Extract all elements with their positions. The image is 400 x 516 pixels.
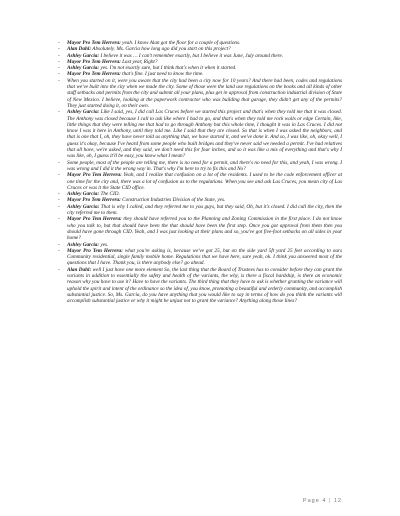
- transcript-entry: [58, 172, 342, 191]
- speech-text: Last year, Right?: [122, 58, 158, 65]
- speech-text: I believe it was … I can't remember exactly, but I believe it was June, July around there.: [100, 52, 284, 59]
- transcript-entry: [58, 216, 342, 241]
- speech-text: When you started on it, were you aware that the city had been a city now for 10 years? And there had been, codes and regulations that we've built into the city when we made the city. Some of those were the land use regulations on the books and all kinds of other stuff setbacks and permits from the city and submit all your plans, plus get in approval from construction industrial division of State of New Mexico. I believe, looking at the paperwork contractor who was building that garage, they didn't get any of the permits? They just started doing it, on their own.: [67, 77, 342, 109]
- speech-text: that's fine. I just need to know the time.: [122, 71, 204, 78]
- speaker-name: Ashley Garcia:: [67, 109, 100, 116]
- speaker-name: Ashley Garcia:: [67, 52, 100, 59]
- speech-text: Absolutely. Ms. Garcia how long ago did you start on this project?: [92, 46, 231, 53]
- speaker-name: Ashley Garcia:: [67, 203, 100, 210]
- page-total: 12: [333, 498, 342, 504]
- transcript-entry: [58, 204, 342, 217]
- speech-text: yes.: [100, 241, 109, 248]
- speech-text: Some people, most of the people are telling me, there is no need for a permit, and there's no need for this, and yeah, I was wrong. I was wrong and I did it the wrong way in. That's why I'm here to try to fix this and No?: [67, 159, 342, 172]
- speaker-name: Ashley Garcia:: [67, 191, 100, 198]
- transcript-entry: [58, 248, 342, 267]
- transcript-entry: [58, 267, 342, 305]
- transcript: [58, 40, 342, 304]
- speech-text: The CID.: [100, 191, 120, 198]
- speaker-name: Mayor Pro Tem Herrera:: [67, 197, 121, 204]
- speech-text: Yeah, and I realize that confusion on a lot of the residents. I used to be the code enforcement officer at one time for the city and, there was a lot of confusion as to the regulations. When you see and ask Las Cruces, you mean city of Las Cruces or was it the State CID office.: [67, 172, 343, 191]
- speaker-name: Ashley Garcia:: [67, 241, 100, 248]
- speech-text: they should have referred you to the Planning and Zoning Commission in the first place. I do not know who you talk to, but that should have been the that should have been the first step. Once you got approval from them then you should have gone through CID. Yeah, and I was just looking at their plans and so, you've got five-foot setbacks on all sides in your home?: [67, 216, 342, 242]
- speaker-name: Ashley Garcia:: [67, 65, 100, 72]
- speaker-name: Mayor Pro Tem Herrera:: [67, 71, 121, 78]
- speaker-name: Mayor Pro Tem Herrera:: [67, 40, 121, 46]
- speech-text: well I just have one more element So, the last thing that the Board of Trustees has to consider before they can grant the variants in addition to essentially the safety and health of the variants, the why, is there a fiscal hardship, is there an economic reason why you have to use it? Have to have the variants. The third thing that they have to ask is whether granting the variance will uphold the spirit and intent of the ordinance so the idea of, you know, promoting a beautiful and orderly community, and accomplish substantial justice. So, Ms. Garcia, do you have anything that you would like to say in terms of how do you think the variants will accomplish substantial justice or why it might be unjust not to grant the variance? Anything along those lines?: [67, 266, 342, 305]
- page-number: 4: [322, 498, 327, 504]
- page-footer: [303, 498, 342, 504]
- speech-text: yes. I'm not exactly sure, but I think that's when it when it started.: [100, 65, 237, 72]
- speaker-name: Alan Dahl:: [67, 46, 92, 53]
- speech-text: That is why I called, and they referred me to you guys, but they said, Oh, but it's closed. I did call the city, then the city referred me to them.: [67, 203, 342, 217]
- speaker-name: Mayor Pro Tem Herrera:: [67, 58, 121, 65]
- speaker-name: Mayor Pro Tem Herrera:: [67, 172, 122, 179]
- page-separator: |: [328, 498, 332, 504]
- speech-text: yeah. I know Alan got the floor for a couple of questions.: [122, 40, 241, 46]
- speaker-name: Alan Dahl:: [67, 266, 92, 273]
- speaker-name: Mayor Pro Tem Herrera:: [67, 247, 123, 254]
- speech-text: what you're asking is, because we've got 25, but on the side yard 5ft yard 25 feet according to ours Community residential, single family mobile home. Regulations that we have here, sure yeah, ok. I think you answered most of the questions that I have. Thank you, is there anybody else? go ahead.: [67, 247, 343, 267]
- transcript-entry: [58, 160, 342, 173]
- transcript-entry: [58, 78, 342, 109]
- speech-text: Like I said, yes, I did call Las Cruces before we started this project and that's when they told me that it was closed. The Anthony was closed because I call to ask like where I had to go, and that's when they told me rock walls or edge Certain, like, little things that they were telling me that had to go through Anthony but this whole time, I thought it was in Las Cruces. I did not know I was it here in Anthony, until they told me. Like I said that they are closed. So that is when I was asked the neighbors, and that is one that I, oh, they have never told us anything that, we have started it, and we've done it. And so, I was like, oh, okay well, I guess it's okay, because I've heard from some people who built bridges and they've never said we needed a permit. I've had relatives that all have, we're asked, and they said, we don't need this for four inches, and so it was like a mix of everything and that's why I was like, oh, I guess it'll be easy, you know what I mean?: [67, 109, 343, 160]
- transcript-entry: [58, 109, 342, 159]
- speech-text: Construction Industries Division of the State, yes.: [122, 197, 226, 204]
- page-label: Page: [302, 498, 320, 504]
- speaker-name: Mayor Pro Tem Herrera:: [67, 216, 122, 223]
